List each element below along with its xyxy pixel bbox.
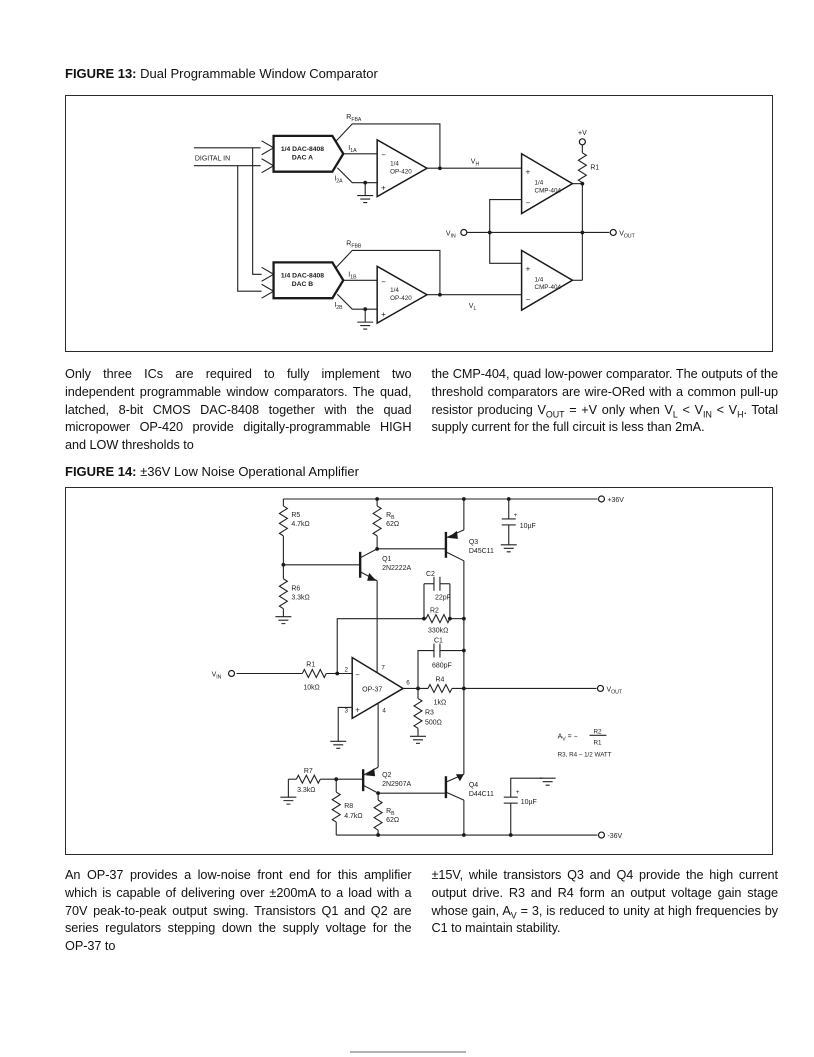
pin3-label: 3 [344, 707, 348, 715]
r8-value: 4.7kΩ [344, 813, 363, 821]
minus36v-label: -36V [607, 833, 623, 841]
r4-label: R4 [435, 676, 445, 684]
opamp-b-name: OP-420 [390, 295, 412, 303]
rfba-label: $R_{FBA}$ [346, 113, 362, 123]
r7-label: R7 [303, 768, 313, 776]
cmp-a-name: CMP-404 [534, 187, 562, 195]
rb-top-label: $R_B$ [386, 511, 395, 521]
minus36v-terminal [598, 832, 604, 838]
c2-label: C2 [425, 570, 435, 578]
cmp-b-plus: + [525, 264, 531, 274]
fig14-transistor-arrows [365, 531, 464, 781]
r1-label-14: R1 [306, 661, 316, 669]
wattage-note: R3, R4 – 1/2 WATT [557, 751, 612, 759]
rb-bottom-value: 62Ω [386, 817, 400, 825]
top-cap-plus: + [513, 511, 518, 519]
para2-left: An OP-37 provides a low-noise front end for this amplifier which is capable of delivering over ±200mA to a load with a 70V peak-to-peak output swing. Transistors Q1 and Q2 are series regulators stepping down the supply voltage for the OP-37 to [65, 868, 412, 954]
rb-top-value: 62Ω [386, 520, 400, 528]
q1-type: 2N2222A [382, 564, 412, 572]
r4-value: 1kΩ [433, 699, 447, 707]
vin-terminal [461, 229, 467, 235]
q4-label: Q4 [468, 782, 479, 790]
paragraph-row-2 [65, 867, 778, 956]
r6-label: R6 [291, 585, 301, 593]
c1-label: C1 [433, 637, 443, 645]
opamp-a-minus: − [381, 150, 386, 160]
vin-terminal-14 [229, 671, 235, 677]
i2b-label: $I_{2B}$ [334, 302, 343, 312]
dac-a-line1: 1/4 DAC-8408 [280, 145, 325, 153]
r2-value: 330kΩ [427, 627, 449, 635]
figure13-title-label: FIGURE 13: [65, 66, 137, 81]
c1-value: 680pF [431, 662, 452, 670]
q2-type: 2N2907A [382, 781, 412, 789]
para1-right: the CMP-404, quad low-power comparator. The outputs of the threshold comparators are wire-ORed with a common pull-up resistor producing $V_{OUT} = +V$ only when $V_L < V_{IN} < V_H$. Total supply current for the full circuit is less than 2mA. [431, 367, 778, 435]
cmp-a-minus: − [525, 198, 531, 208]
figure13-title [65, 66, 378, 81]
q4-type: D44C11 [468, 791, 494, 799]
r3-value: 500Ω [424, 719, 442, 727]
cmp-b-quarter: 1/4 [534, 276, 544, 284]
plus36v-terminal [598, 496, 604, 502]
gain-equation: $A_V$ = − [557, 733, 578, 743]
digital-in-label: DIGITAL IN [194, 155, 231, 163]
pin7-label: 7 [381, 664, 385, 672]
plus-v-label: +V [578, 129, 587, 137]
op37-minus: − [355, 670, 360, 680]
q2-label: Q2 [382, 772, 392, 780]
plus36v-label: +36V [607, 496, 624, 504]
figure13-circuit-svg [66, 96, 772, 351]
r7-value: 3.3kΩ [297, 787, 316, 795]
page-bottom-rule [350, 1051, 466, 1053]
para2-right: ±15V, while transistors Q3 and Q4 provide the high current output drive. R3 and R4 form an output voltage gain stage whose gain, $A_V = 3$, is reduced to unity at high frequencies by C1 to maintain stability. [431, 868, 778, 936]
dac-b-line2: DAC B [291, 281, 314, 289]
rfbb-label: $R_{FBB}$ [346, 240, 362, 250]
figure13-box [65, 95, 773, 352]
r1-label: R1 [590, 164, 600, 172]
cmp-a-quarter: 1/4 [534, 179, 544, 187]
figure14-title-label: FIGURE 14: [65, 464, 137, 479]
q3-label: Q3 [468, 538, 479, 546]
opamp-b-quarter: 1/4 [390, 287, 399, 295]
op37-name: OP-37 [362, 686, 383, 694]
r2-label: R2 [429, 607, 439, 615]
figure14-title [65, 464, 359, 479]
dac-b-line1: 1/4 DAC-8408 [280, 272, 325, 280]
r1-value-14: 10kΩ [303, 684, 320, 692]
pin2-label: 2 [344, 666, 348, 674]
vl-label: $V_L$ [468, 303, 477, 313]
cmp-b-name: CMP-404 [534, 284, 562, 292]
bottom-cap-value: 10µF [520, 799, 537, 807]
i1b-label: $I_{1B}$ [348, 271, 357, 281]
r5-label: R5 [291, 511, 301, 519]
figure14-title-text: ±36V Low Noise Operational Amplifier [136, 464, 359, 479]
q1-label: Q1 [382, 555, 392, 563]
c2-value: 22pF [434, 594, 451, 602]
opamp-a-name: OP-420 [390, 168, 412, 176]
gain-equation-denominator: R1 [593, 739, 602, 747]
gain-equation-numerator: R2 [593, 728, 602, 736]
opamp-b-minus: − [381, 277, 386, 287]
figure13-title-text: Dual Programmable Window Comparator [136, 66, 378, 81]
i2a-label: $I_{2A}$ [334, 175, 343, 185]
plus-v-terminal [579, 139, 585, 145]
cmp-a-plus: + [525, 167, 531, 177]
vout-label-14: $V_{OUT}$ [606, 686, 623, 696]
paragraph-row-1 [65, 366, 778, 455]
r3-label: R3 [424, 709, 434, 717]
pin4-label: 4 [382, 707, 386, 715]
opamp-b-plus: + [381, 310, 386, 320]
vout-terminal [610, 229, 616, 235]
vout-terminal-14 [597, 685, 603, 691]
i1a-label: $I_{1A}$ [348, 144, 357, 154]
figure14-box [65, 487, 773, 855]
opamp-a-plus: + [381, 183, 386, 193]
rb-bottom-label: $R_B$ [386, 808, 395, 818]
r6-value: 3.3kΩ [291, 594, 310, 602]
pin6-label: 6 [406, 679, 410, 687]
r8-label: R8 [344, 803, 354, 811]
r5-value: 4.7kΩ [291, 520, 310, 528]
opamp-a-quarter: 1/4 [390, 160, 399, 168]
para1-left: Only three ICs are required to fully implement two independent programmable window comparators. The quad, latched, 8-bit CMOS DAC-8408 together with the quad micropower OP-420 provide digitally-programmable HIGH and LOW thresholds to [65, 367, 412, 453]
vh-label: $V_H$ [470, 158, 480, 168]
op37-plus: + [355, 705, 360, 715]
vin-label-14: $V_{IN}$ [211, 671, 222, 681]
vout-label: $V_{OUT}$ [619, 230, 635, 240]
bottom-cap-plus: + [515, 789, 520, 797]
fig14-wires [237, 499, 607, 835]
vin-label: $V_{IN}$ [445, 230, 456, 240]
figure14-circuit-svg [66, 488, 772, 854]
top-cap-value: 10µF [519, 522, 536, 530]
dac-a-line2: DAC A [291, 154, 314, 162]
cmp-b-minus: − [525, 295, 531, 305]
q3-type: D45C11 [468, 547, 494, 555]
